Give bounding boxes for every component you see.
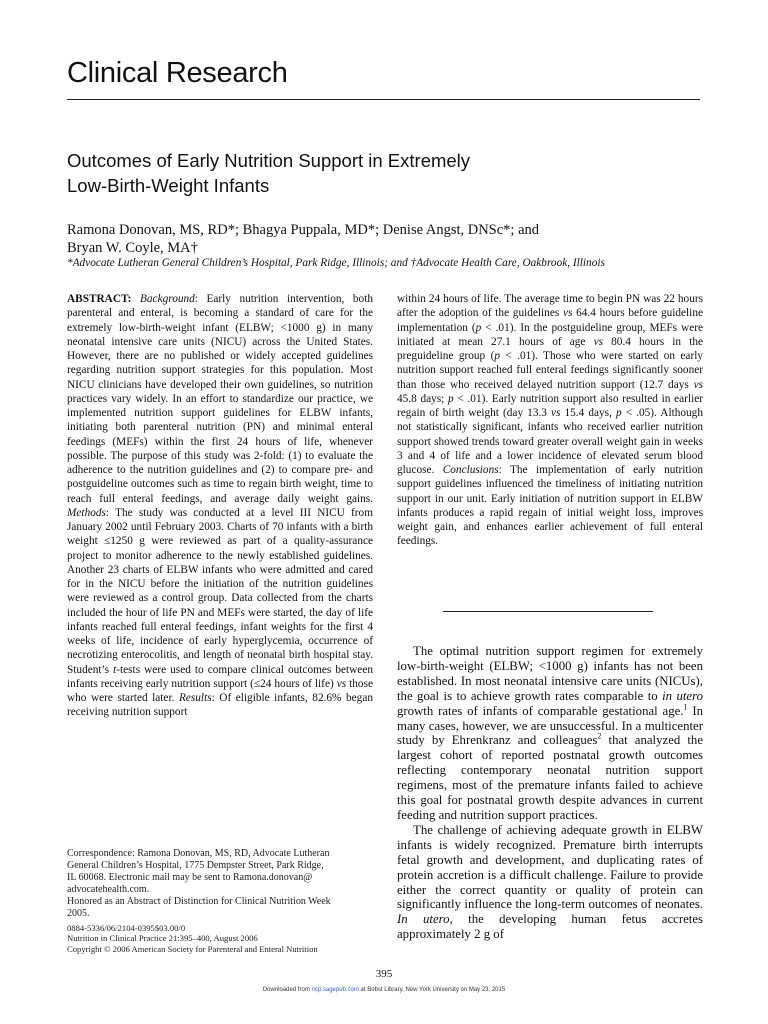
reference-superscript: 2 [597,732,602,742]
publication-info [67,923,373,954]
methods-text: -tests were used to compare clinical outcomes between infants receiving early nutrition support (≤24 hours of life) [67,663,373,690]
download-prefix: Downloaded from [262,987,312,993]
download-link[interactable]: ncp.sagepub.com [311,987,359,993]
vs-italic: vs [336,677,347,690]
background-label: Background [140,293,195,305]
results-text: < .01). In the postguideline group, MEFs were initiated at mean 27.1 hours of age [397,321,703,348]
download-suffix: at Bobst Library, New York University on May 23, 2015 [358,987,506,993]
abstract-label: ABSTRACT: [67,293,132,305]
title-line: Low-Birth-Weight Infants [67,175,270,196]
vs-italic: vs [562,307,573,320]
header-rule [67,99,700,100]
body-text: , the developing human fetus accretes approximately 2 g of [397,912,704,942]
article-title [67,148,707,198]
results-text: 45.8 days; [397,392,449,405]
section-heading: Clinical Research [67,57,288,89]
background-text: : Early nutrition intervention, both parenteral and enteral, is becoming a standard of care for the extremely low-birth-weight infant (ELBW; <1000 g) in many neonatal intensive care units (NICU) across the United States. However, there are no published or widely accepted guidelines regarding nutrition support strategies for this population. Most NICU clinicians have developed their own guidelines, so nutrition practices vary widely. In an effort to standardize our practice, we implemented nutrition support guidelines for ELBW infants, initiating both parenteral nutrition (PN) and minimal enteral feedings (MEFs) within the first 24 hours of life, whenever possible. The purpose of this study was 2-fold: (1) to evaluate the adherence to the nutrition guidelines and (2) to compare pre- and postguideline outcomes such as time to regain birth weight, time to reach full enteral feedings, and average daily weight gains. [67,293,373,505]
abstract-divider [443,611,653,612]
abstract-text [397,292,703,549]
results-text: < .05). Although not statistically significant, infants who received earlier nutrition support showed trends toward greater overall weight gain in weeks 3 and 4 of life and a lower incidence of elevated serum blood glucose. [397,407,703,476]
download-notice [0,987,768,993]
body-text: growth rates of infants of comparable gestational age. [397,703,684,718]
author-list [67,221,707,257]
p-italic: p [494,350,501,362]
methods-text: : The study was conducted at a level III NICU from January 2002 until February 2003. Charts of 70 infants with a birth weight ≤1250 g were reviewed as part of a quality-assurance project to monitor adherence to the newly established guidelines. Another 23 charts of ELBW infants who were admitted and cared for in the NICU before the initiation of the nutrition guidelines were reviewed as a control group. Data collected from the charts included the hour of life PN and MEFs were started, the day of life infants reached full enteral feedings, infant weights for the first 4 weeks of life, incidence of early hyperglycemia, occurrence of necrotizing enterocolitis, and length of neonatal birth hospital stay. Student’s [67,506,373,676]
body-paragraph [397,823,703,942]
results-text: : Of eligible infants, 82.6% began receiving nutrition support [67,692,373,719]
in-utero-italic: In utero [397,912,450,927]
body-text: The challenge of achieving adequate growth in ELBW infants is widely recognized. Premature birth interrupts fetal growth and development, and duplicating rates of protein accretion is a difficult challenge. Failure to provide either the correct quantity or quality of protein can significantly influence the long-term outcomes of neonates. [397,822,703,912]
article-code: 0884-5336/06/2104-0395$03.00/0 [67,923,186,933]
page-number: 395 [375,968,393,980]
affiliations: *Advocate Lutheran General Children’s Hospital, Park Ridge, Illinois; and †Advocate Health Care, Oakbrook, Illinois [67,257,605,269]
copyright-line: Copyright © 2006 American Society for Parenteral and Enteral Nutrition [67,943,318,954]
body-text: In many cases, however, we are unsuccessful. In a multicenter study by Ehrenkranz and colleagues [397,703,703,748]
abstract-right-column [397,292,703,549]
reference-superscript: 1 [683,702,688,712]
results-text: < .01). Early nutrition support also resulted in earlier regain of birth weight (day 13.3 [397,392,703,419]
abstract-left-column [67,292,373,720]
methods-label: Methods [67,506,106,519]
p-italic: p [615,407,622,419]
footnote-line: 2005. [67,908,90,920]
p-italic: p [448,392,454,405]
abstract-text [67,292,373,720]
correspondence-footnote [67,848,373,921]
footnote-line: General Children’s Hospital, 1775 Dempster Street, Park Ridge, [67,860,324,872]
footnote-line: IL 60068. Electronic mail may be sent to Ramona.donovan@ [67,872,313,884]
body-text: that analyzed the largest cohort of reported postnatal growth outcomes reflecting contemporary neonatal nutrition support regimens, most of the premature infants failed to achieve this goal for postnatal growth despite advances in current feeding and nutrition support practices. [397,733,704,822]
vs-italic: vs [551,407,561,419]
journal-citation: Nutrition in Clinical Practice 21:395–400, August 2006 [67,933,258,944]
conclusions-label: Conclusions [442,464,499,476]
results-text: 80.4 hours in the preguideline group ( [397,335,703,362]
vs-italic: vs [593,335,603,348]
footnote-line: advocatehealth.com. [67,884,150,896]
body-paragraph [397,644,703,823]
title-line: Outcomes of Early Nutrition Support in Extremely [67,150,471,171]
authors-line: Bryan W. Coyle, MA† [67,240,198,256]
in-utero-italic: in utero [662,688,703,703]
footnote-line: Correspondence: Ramona Donovan, MS, RD, Advocate Lutheran [67,848,330,859]
results-text: < .01). Those who were started on early nutrition support reached full enteral feedings significantly sooner than those who received delayed nutrition support (12.7 days [397,350,703,391]
results-label: Results [178,692,212,704]
authors-line: Ramona Donovan, MS, RD*; Bhagya Puppala, MD*; Denise Angst, DNSc*; and [67,222,540,238]
results-text: within 24 hours of life. The average time to begin PN was 22 hours after the adoption of the guidelines [397,293,703,320]
t-italic: t [113,663,117,676]
results-text: 64.4 hours before guideline implementation ( [397,307,703,334]
body-text-column [397,644,703,942]
methods-text: those who were started later. [67,677,373,704]
conclusions-text: : The implementation of early nutrition support guidelines influenced the timeliness of initiating nutrition support in our unit. Early initiation of nutrition support in ELBW infants produces a rapid regain of initial weight loss, improves weight gain, and enhances earlier achievement of full enteral feedings. [397,464,703,548]
results-text: 15.4 days, [560,407,616,419]
body-text: The optimal nutrition support regimen for extremely low-birth-weight (ELBW; <1000 g) infants has not been established. In most neonatal intensive care units (NICUs), the goal is to achieve growth rates comparable to [397,644,703,703]
footnote-line: Honored as an Abstract of Distinction for Clinical Nutrition Week [67,896,331,908]
p-italic: p [475,321,482,334]
vs-italic: vs [693,378,703,391]
